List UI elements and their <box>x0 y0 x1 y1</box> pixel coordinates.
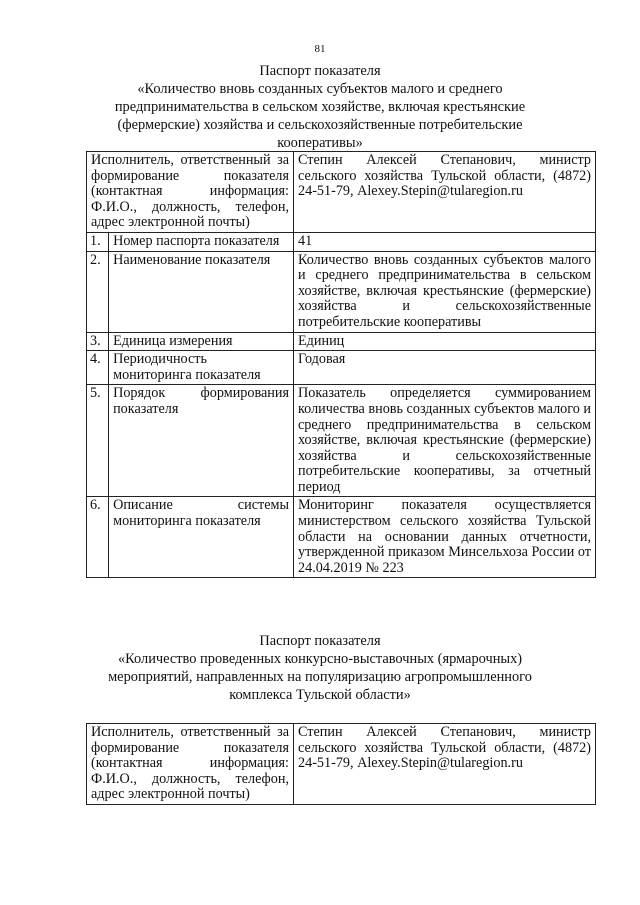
passport-1-table <box>86 151 596 578</box>
executor-value: Степин Алексей Степанович, министр сельского хозяйства Тульской области, (4872) 24-51-79, Alexey.Stepin@tularegion.ru <box>294 152 596 233</box>
row-number: 1. <box>87 232 109 251</box>
row-value: Мониторинг показателя осуществляется министерством сельского хозяйства Тульской области на основании данных отчетности, утвержденной приказом Минсельхоза России от 24.04.2019 № 223 <box>294 497 596 578</box>
row-value: Показатель определяется суммированием количества вновь созданных субъектов малого и среднего предпринимательства в сельском хозяйстве, включая крестьянские (фермерские) хозяйства и сельскохозяйственные потребительские кооперативы, за отчетный период <box>294 385 596 497</box>
indicator-title-line: предпринимательства в сельском хозяйстве, включая крестьянские <box>114 99 526 115</box>
row-number: 5. <box>87 385 109 497</box>
row-number: 3. <box>87 332 109 351</box>
row-label: Порядок формирования показателя <box>109 385 294 497</box>
passport-heading: Паспорт показателя <box>259 633 381 649</box>
passport-2-table <box>86 723 596 805</box>
indicator-title-line: «Количество проведенных конкурсно-выставочных (ярмарочных) <box>117 651 523 667</box>
row-value: Количество вновь созданных субъектов малого и среднего предпринимательства в сельском хозяйстве, включая крестьянские (фермерские) хозяйства и сельскохозяйственные потребительские кооперативы <box>294 251 596 332</box>
row-label: Единица измерения <box>109 332 294 351</box>
row-label: Наименование показателя <box>109 251 294 332</box>
table-row <box>87 332 596 351</box>
indicator-title-line: (фермерские) хозяйства и сельскохозяйственные потребительские <box>117 117 523 133</box>
row-label: Описание системы мониторинга показателя <box>109 497 294 578</box>
row-value: Единиц <box>294 332 596 351</box>
indicator-title-line: комплекса Тульской области» <box>229 687 411 703</box>
passport-heading: Паспорт показателя <box>259 63 381 79</box>
row-label: Периодичность мониторинга показателя <box>109 351 294 385</box>
indicator-title-line: мероприятий, направленных на популяризацию агропромышленного <box>108 669 532 685</box>
row-number: 4. <box>87 351 109 385</box>
row-value: 41 <box>294 232 596 251</box>
row-number: 2. <box>87 251 109 332</box>
executor-label: Исполнитель, ответственный за формирование показателя (контактная информация: Ф.И.О., должность, телефон, адрес электронной почты) <box>87 152 294 233</box>
table-row <box>87 351 596 385</box>
row-value: Годовая <box>294 351 596 385</box>
table-row <box>87 251 596 332</box>
table-row <box>87 724 596 805</box>
executor-value: Степин Алексей Степанович, министр сельского хозяйства Тульской области, (4872) 24-51-79, Alexey.Stepin@tularegion.ru <box>294 724 596 805</box>
table-row <box>87 232 596 251</box>
passport-1-title <box>80 62 560 152</box>
page-number: 81 <box>314 43 326 55</box>
table-row <box>87 497 596 578</box>
row-number: 6. <box>87 497 109 578</box>
table-row <box>87 385 596 497</box>
indicator-title-line: «Количество вновь созданных субъектов малого и среднего <box>137 81 503 97</box>
table-row <box>87 152 596 233</box>
executor-label: Исполнитель, ответственный за формирование показателя (контактная информация: Ф.И.О., должность, телефон, адрес электронной почты) <box>87 724 294 805</box>
indicator-title-line: кооперативы» <box>277 135 363 151</box>
row-label: Номер паспорта показателя <box>109 232 294 251</box>
passport-2-title <box>80 632 560 704</box>
